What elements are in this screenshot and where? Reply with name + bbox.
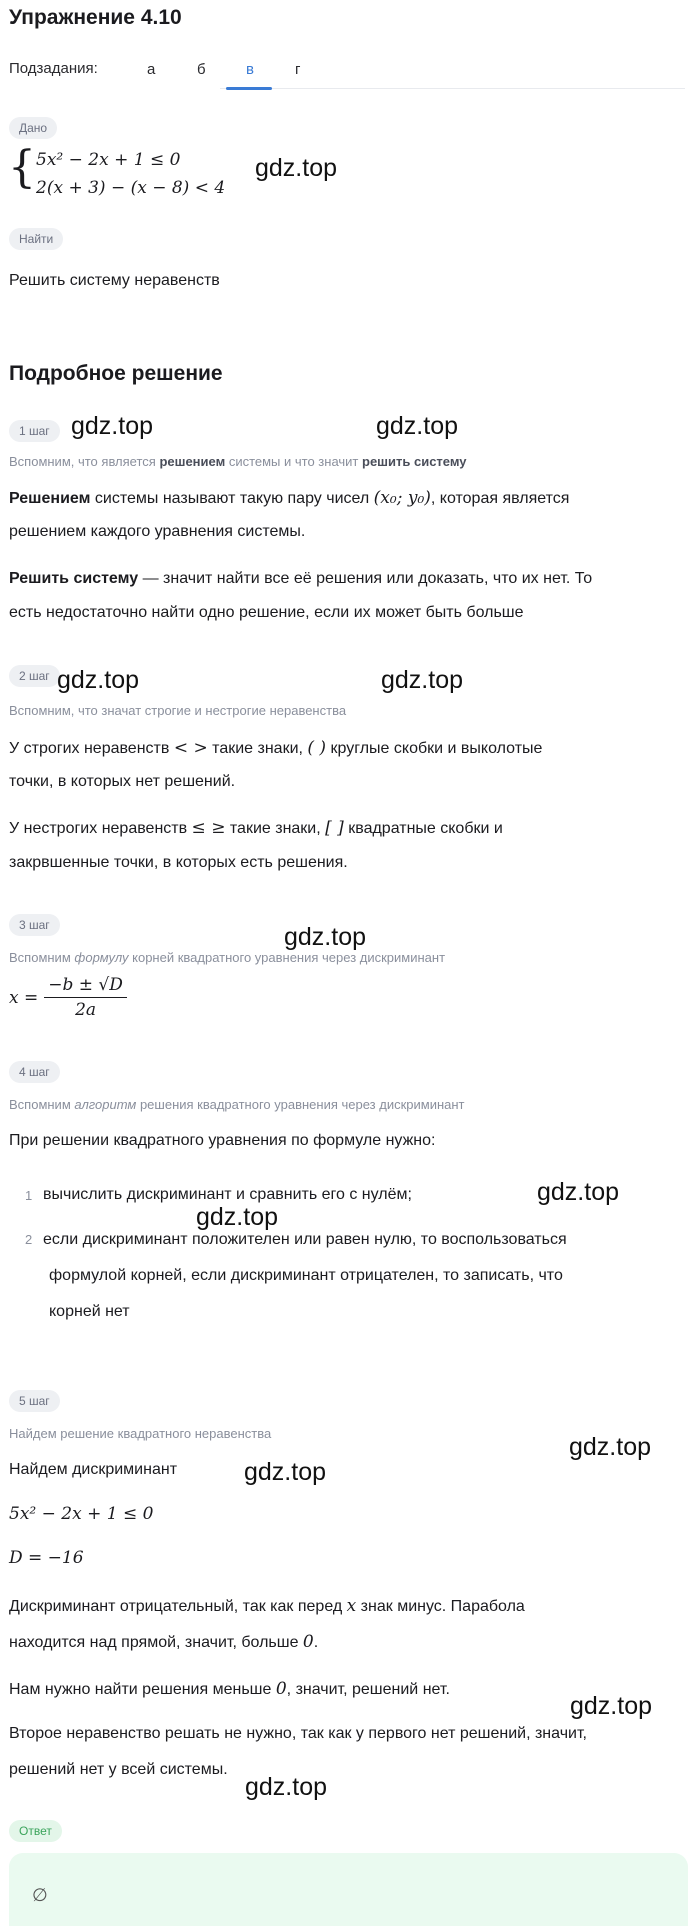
active-tab-indicator <box>226 87 272 90</box>
tab-b[interactable]: б <box>197 61 206 78</box>
step-2-paragraph-2-line-2: закрвшенные точки, в которых есть решения. <box>9 854 348 871</box>
list-number-1: 1 <box>25 1188 33 1203</box>
tab-v[interactable]: в <box>246 61 254 78</box>
tabs-divider <box>220 88 685 89</box>
step-5-paragraph-2-line-2: находится над прямой, значит, больше 0. <box>9 1632 319 1652</box>
list-item-continued: формулой корней, если дискриминант отрицателен, то записать, что <box>49 1267 563 1284</box>
step-1-paragraph-1: Решением системы называют такую пару чисел (x₀; y₀), которая является <box>9 488 570 508</box>
watermark: gdz.top <box>245 1773 328 1801</box>
answer-box <box>9 1853 688 1926</box>
list-item-continued: корней нет <box>49 1303 130 1320</box>
watermark: gdz.top <box>376 412 459 440</box>
step-5-hint: Найдем решение квадратного неравенства <box>9 1426 272 1441</box>
step-5-discriminant-value: D = −16 <box>9 1548 84 1568</box>
subtasks-label: Подзадания: <box>9 60 98 77</box>
step-1-paragraph-2: Решить систему — значит найти все её решения или доказать, что их нет. То <box>9 570 593 587</box>
given-inequality-1: 5x² − 2x + 1 ≤ 0 <box>36 150 181 170</box>
step-2-paragraph-1-line-2: точки, в которых нет решений. <box>9 773 236 790</box>
watermark: gdz.top <box>57 666 140 694</box>
step-1-hint: Вспомним, что является решением системы и что значит решить систему <box>9 454 467 469</box>
step-2-hint: Вспомним, что значат строгие и нестрогие неравенства <box>9 703 347 718</box>
step-2-paragraph-2: У нестрогих неравенств ≤ ≥ такие знаки, [ ] квадратные скобки и <box>9 818 503 838</box>
step-1-paragraph-1-line-2: решением каждого уравнения системы. <box>9 523 306 540</box>
list-item: если дискриминант положителен или равен нулю, то воспользоваться <box>43 1231 567 1248</box>
watermark: gdz.top <box>255 154 338 182</box>
find-pill: Найти <box>9 228 63 250</box>
watermark: gdz.top <box>569 1433 652 1461</box>
step-5-paragraph-3: Нам нужно найти решения меньше 0, значит, решений нет. <box>9 1679 450 1699</box>
step-5-inequality: 5x² − 2x + 1 ≤ 0 <box>9 1504 154 1524</box>
step-5-pill: 5 шаг <box>9 1390 60 1412</box>
step-4-hint: Вспомним алгоритм решения квадратного уравнения через дискриминант <box>9 1097 465 1112</box>
watermark: gdz.top <box>570 1692 653 1720</box>
step-4-intro: При решении квадратного уравнения по формуле нужно: <box>9 1132 436 1149</box>
find-text: Решить систему неравенств <box>9 272 220 289</box>
step-3-hint: Вспомним формулу корней квадратного уравнения через дискриминант <box>9 950 446 965</box>
step-3-pill: 3 шаг <box>9 914 60 936</box>
step-5-paragraph-4-line-2: решений нет у всей системы. <box>9 1761 228 1778</box>
watermark: gdz.top <box>381 666 464 694</box>
list-number-2: 2 <box>25 1232 33 1247</box>
step-4-pill: 4 шаг <box>9 1061 60 1083</box>
tab-g[interactable]: г <box>295 61 301 78</box>
watermark: gdz.top <box>196 1203 279 1231</box>
step-5-paragraph-2: Дискриминант отрицательный, так как перед x знак минус. Парабола <box>9 1596 525 1616</box>
step-5-paragraph-1: Найдем дискриминант <box>9 1461 178 1478</box>
given-pill: Дано <box>9 117 57 139</box>
solution-heading: Подробное решение <box>9 362 223 385</box>
step-5-paragraph-4: Второе неравенство решать не нужно, так как у первого нет решений, значит, <box>9 1725 587 1742</box>
watermark: gdz.top <box>537 1178 620 1206</box>
formula-numerator: −b ± √D <box>44 975 127 998</box>
watermark: gdz.top <box>244 1458 327 1486</box>
tab-a[interactable]: а <box>147 61 156 78</box>
answer-pill: Ответ <box>9 1820 62 1842</box>
step-2-pill: 2 шаг <box>9 665 60 687</box>
page-title: Упражнение 4.10 <box>9 6 182 29</box>
watermark: gdz.top <box>71 412 154 440</box>
given-inequality-2: 2(x + 3) − (x − 8) < 4 <box>36 178 226 198</box>
step-2-paragraph-1: У строгих неравенств < > такие знаки, ( ) круглые скобки и выколотые <box>9 738 543 758</box>
watermark: gdz.top <box>284 923 367 951</box>
list-item: вычислить дискриминант и сравнить его с нулём; <box>43 1186 412 1203</box>
step-1-pill: 1 шаг <box>9 420 60 442</box>
answer-value: ∅ <box>32 1885 48 1906</box>
step-1-paragraph-2-line-2: есть недостаточно найти одно решение, если их может быть больше <box>9 604 524 621</box>
system-brace: { <box>8 142 36 193</box>
formula-denominator: 2a <box>75 1000 97 1020</box>
discriminant-formula: x = $\frac{-b \pm √D}{2a}$ <box>9 975 127 1020</box>
